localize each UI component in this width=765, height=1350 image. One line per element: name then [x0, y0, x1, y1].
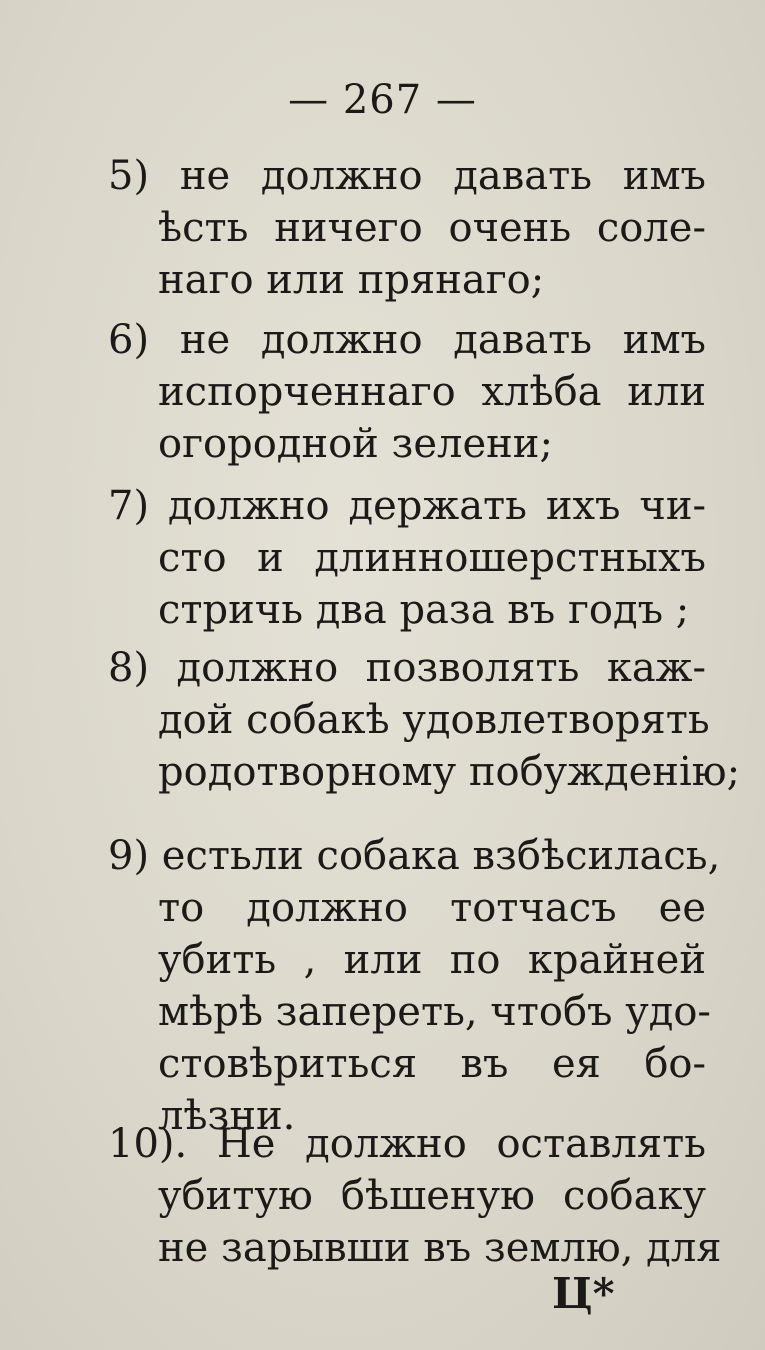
item-line: родотворному побужденiю;	[158, 749, 741, 795]
list-item	[108, 480, 706, 636]
item-line: испорченнаго хлѣба или	[158, 369, 706, 415]
item-line: убитую бѣшеную собаку	[158, 1173, 706, 1219]
item-line: дой собакѣ удовлетворять	[158, 697, 710, 743]
list-item	[108, 642, 741, 798]
item-line: не должно давать имъ	[179, 153, 707, 199]
list-item	[108, 1118, 722, 1274]
item-number: 9)	[108, 833, 150, 879]
item-number: 6)	[108, 317, 150, 363]
item-line: Не должно оставлять	[216, 1121, 706, 1167]
item-line: то должно тотчасъ ее	[158, 885, 706, 931]
list-item	[108, 150, 706, 306]
item-line: мѣрѣ запереть, чтобъ удо-	[158, 989, 711, 1035]
signature-mark: Ц*	[552, 1269, 615, 1318]
item-number: 10).	[108, 1121, 188, 1167]
item-line: не должно давать имъ	[179, 317, 707, 363]
item-number: 5)	[108, 153, 150, 199]
item-line: не зарывши въ землю, для	[158, 1225, 722, 1271]
item-line: сто и длинношерстныхъ	[158, 535, 706, 581]
item-number: 7)	[108, 483, 150, 529]
item-line: ѣсть ничего очень соле-	[158, 205, 706, 251]
item-line: стовѣриться въ ея бо-	[158, 1041, 706, 1087]
item-number: 8)	[108, 645, 150, 691]
item-line: наго или прянаго;	[158, 257, 545, 303]
list-item	[108, 830, 721, 1142]
item-line: должно позволять каж-	[176, 645, 706, 691]
item-line: лѣзни.	[158, 1093, 296, 1139]
item-line: огородной зелени;	[158, 421, 553, 467]
list-item	[108, 314, 706, 470]
item-line: естьли собака взбѣсилась,	[161, 833, 721, 879]
item-line: стричь два раза въ годъ ;	[158, 587, 690, 633]
page-number-header: — 267 —	[288, 77, 477, 123]
item-line: убить , или по крайней	[158, 937, 706, 983]
item-line: должно держать ихъ чи-	[167, 483, 706, 529]
